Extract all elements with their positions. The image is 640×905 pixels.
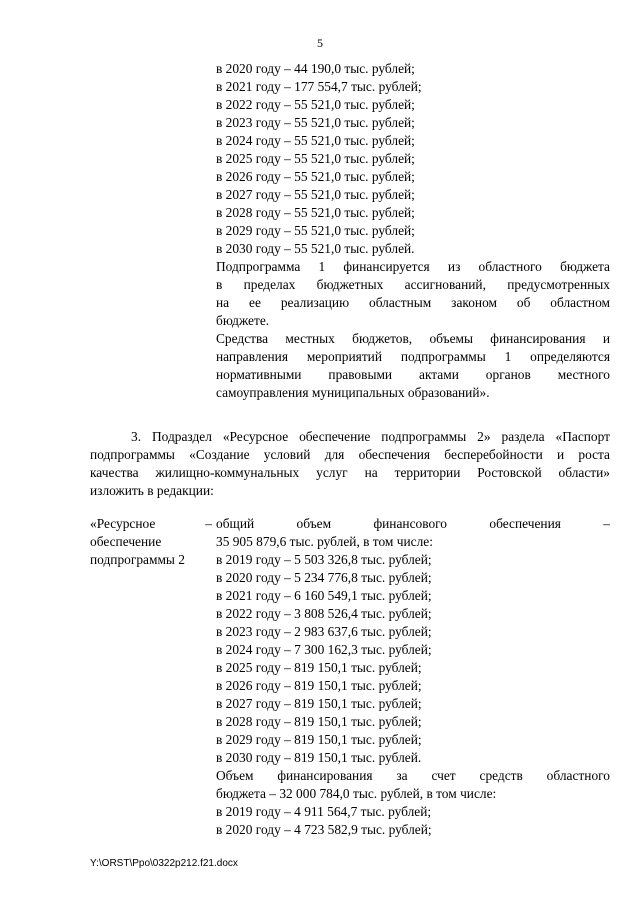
funding-year-line: в 2023 году – 55 521,0 тыс. рублей;	[216, 115, 415, 130]
top-funding-block	[216, 60, 610, 402]
funding-year-line: в 2026 году – 819 150,1 тыс. рублей;	[216, 678, 422, 693]
paragraph-line: качества жилищно-коммунальных услуг на территории Ростовской области»	[90, 465, 610, 480]
paragraph-line: подпрограммы «Создание условий для обеспечения бесперебойности и роста	[90, 447, 610, 462]
resource-label	[90, 515, 212, 569]
funding-year-line: в 2025 году – 55 521,0 тыс. рублей;	[216, 151, 415, 166]
paragraph-line: самоуправления муниципальных образований».	[216, 385, 490, 400]
funding-year-line: в 2020 году – 44 190,0 тыс. рублей;	[216, 61, 415, 76]
label-line: «Ресурсное	[90, 516, 156, 531]
funding-year-line: в 2030 году – 819 150,1 тыс. рублей.	[216, 750, 422, 765]
funding-year-line: в 2021 году – 177 554,7 тыс. рублей;	[216, 79, 422, 94]
section-3-paragraph	[90, 428, 610, 500]
funding-year-line: в 2027 году – 55 521,0 тыс. рублей;	[216, 187, 415, 202]
funding-year-line: в 2028 году – 819 150,1 тыс. рублей;	[216, 714, 422, 729]
subprogram1-financing-paragraph	[216, 258, 610, 330]
funding-year-line: в 2022 году – 3 808 526,4 тыс. рублей;	[216, 606, 432, 621]
paragraph-line: изложить в редакции:	[90, 483, 214, 498]
regional-budget-paragraph	[216, 767, 610, 803]
funding-year-line: в 2030 году – 55 521,0 тыс. рублей.	[216, 241, 415, 256]
paragraph-line: Средства местных бюджетов, объемы финансирования и	[216, 331, 610, 346]
funding-year-line: в 2029 году – 819 150,1 тыс. рублей;	[216, 732, 422, 747]
paragraph-line: на ее реализацию областным законом об областном	[216, 295, 610, 310]
funding-year-line: в 2029 году – 55 521,0 тыс. рублей;	[216, 223, 415, 238]
funding-year-line: в 2024 году – 55 521,0 тыс. рублей;	[216, 133, 415, 148]
label-line: обеспечение	[90, 534, 162, 549]
total-amount-line: 35 905 879,6 тыс. рублей, в том числе:	[216, 534, 433, 549]
page-number: 5	[317, 36, 323, 50]
paragraph-line: Подпрограмма 1 финансируется из областного бюджета	[216, 259, 610, 274]
resource-content	[216, 515, 610, 839]
funding-year-line: в 2021 году – 6 160 549,1 тыс. рублей;	[216, 588, 432, 603]
paragraph-line: Объем финансирования за счет средств областного	[216, 768, 610, 783]
funding-year-line: в 2023 году – 2 983 637,6 тыс. рублей;	[216, 624, 432, 639]
paragraph-line: нормативными правовыми актами органов местного	[216, 367, 610, 382]
paragraph-line: в пределах бюджетных ассигнований, предусмотренных	[216, 277, 610, 292]
funding-year-line: в 2022 году – 55 521,0 тыс. рублей;	[216, 97, 415, 112]
local-budgets-paragraph	[216, 330, 610, 402]
file-path-footer: Y:\ORST\Ppo\0322p212.f21.docx	[90, 858, 238, 869]
funding-year-line: в 2027 году – 819 150,1 тыс. рублей;	[216, 696, 422, 711]
funding-year-line: в 2026 году – 55 521,0 тыс. рублей;	[216, 169, 415, 184]
funding-year-line: в 2020 году – 4 723 582,9 тыс. рублей;	[216, 822, 432, 837]
funding-year-line: в 2028 году – 55 521,0 тыс. рублей;	[216, 205, 415, 220]
funding-year-line: в 2020 году – 5 234 776,8 тыс. рублей;	[216, 570, 432, 585]
funding-year-line: в 2024 году – 7 300 162,3 тыс. рублей;	[216, 642, 432, 657]
total-volume-line: общий объем финансового обеспечения –	[216, 516, 610, 531]
paragraph-line: бюджете.	[216, 313, 270, 328]
funding-year-line: в 2019 году – 4 911 564,7 тыс. рублей;	[216, 804, 432, 819]
funding-year-line: в 2025 году – 819 150,1 тыс. рублей;	[216, 660, 422, 675]
funding-year-line: в 2019 году – 5 503 326,8 тыс. рублей;	[216, 552, 432, 567]
paragraph-line: 3. Подраздел «Ресурсное обеспечение подпрограммы 2» раздела «Паспорт	[131, 429, 610, 444]
paragraph-line: бюджета – 32 000 784,0 тыс. рублей, в том числе:	[216, 786, 497, 801]
label-line: подпрограммы 2	[90, 552, 185, 567]
paragraph-line: направления мероприятий подпрограммы 1 определяются	[216, 349, 610, 364]
label-dash: –	[205, 516, 212, 531]
